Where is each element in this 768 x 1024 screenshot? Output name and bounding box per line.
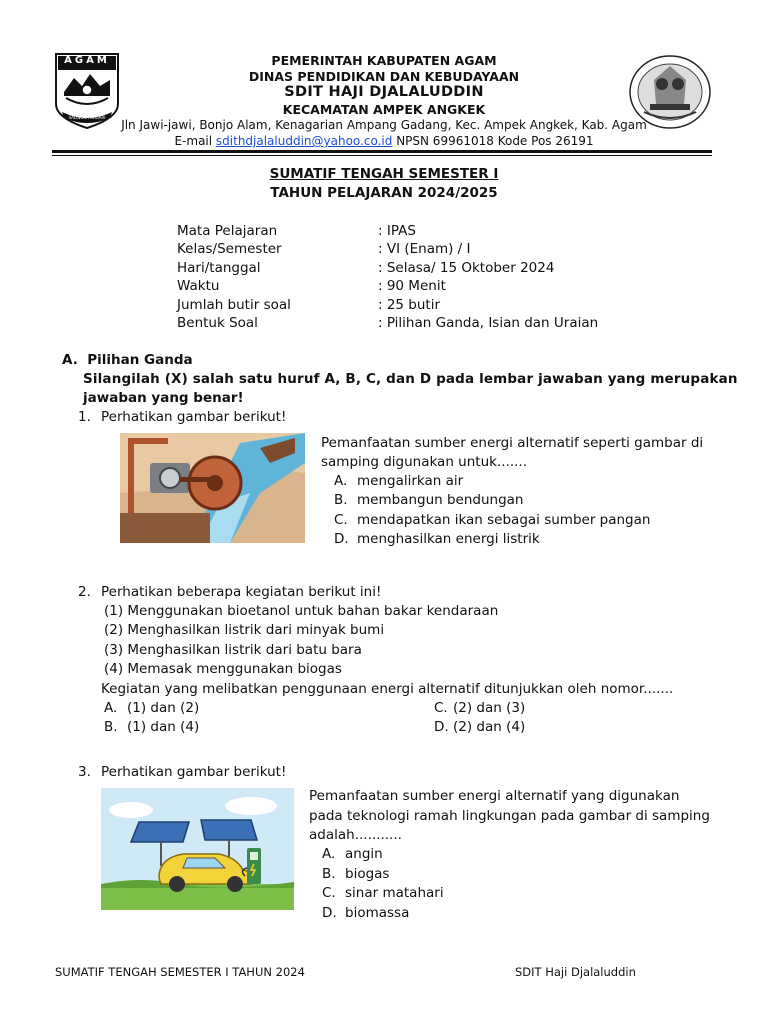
- hydropower-illustration: [120, 433, 305, 543]
- question-prompt: Perhatikan gambar berikut!: [101, 409, 287, 425]
- option-letter[interactable]: D.: [434, 719, 449, 735]
- header-line-1: PEMERINTAH KABUPATEN AGAM: [271, 53, 497, 68]
- option-text[interactable]: mendapatkan ikan sebagai sumber pangan: [357, 512, 651, 528]
- question-number: 3.: [78, 764, 91, 780]
- option-letter[interactable]: D.: [322, 905, 337, 921]
- question-number: 1.: [78, 409, 91, 425]
- meta-label: Bentuk Soal: [177, 315, 258, 331]
- meta-label: Hari/tanggal: [177, 260, 261, 276]
- npsn-text: NPSN 69961018 Kode Pos 26191: [392, 134, 594, 148]
- meta-value: : VI (Enam) / I: [378, 241, 471, 257]
- option-text[interactable]: menghasilkan energi listrik: [357, 531, 540, 547]
- question-number: 2.: [78, 584, 91, 600]
- agam-logo-text: AGAM: [64, 55, 110, 66]
- option-text[interactable]: (1) dan (2): [127, 700, 200, 716]
- option-text[interactable]: membangun bendungan: [357, 492, 524, 508]
- footer-left: SUMATIF TENGAH SEMESTER I TAHUN 2024: [55, 965, 305, 979]
- question-text: Pemanfaatan sumber energi alternatif yang digunakan: [309, 788, 680, 804]
- meta-value: : 25 butir: [378, 297, 441, 313]
- option-text[interactable]: biomassa: [345, 905, 410, 921]
- option-letter[interactable]: C.: [322, 885, 336, 901]
- question-prompt: Perhatikan beberapa kegiatan berikut ini!: [101, 584, 382, 600]
- question-text: Kegiatan yang melibatkan penggunaan energi alternatif ditunjukkan oleh nomor.......: [101, 681, 674, 697]
- header-line-2: DINAS PENDIDIKAN DAN KEBUDAYAAN: [248, 69, 520, 84]
- solar-car-illustration: [101, 788, 294, 910]
- list-item: (4) Memasak menggunakan biogas: [104, 661, 342, 677]
- question-text: adalah...........: [309, 827, 402, 843]
- header-school-name: SDIT HAJI DJALALUDDIN: [284, 84, 484, 100]
- option-text[interactable]: (2) dan (3): [453, 700, 526, 716]
- email-prefix: E-mail: [174, 134, 216, 148]
- list-item: (2) Menghasilkan listrik dari minyak bumi: [104, 622, 385, 638]
- option-letter[interactable]: B.: [104, 719, 118, 735]
- option-letter[interactable]: A.: [322, 846, 336, 862]
- option-letter[interactable]: C.: [434, 700, 448, 716]
- option-letter[interactable]: B.: [334, 492, 348, 508]
- meta-label: Jumlah butir soal: [177, 297, 291, 313]
- exam-year: TAHUN PELAJARAN 2024/2025: [270, 185, 498, 201]
- meta-value: : Selasa/ 15 Oktober 2024: [378, 260, 555, 276]
- meta-value: : 90 Menit: [378, 278, 446, 294]
- question-text: pada teknologi ramah lingkungan pada gambar di samping: [309, 808, 710, 824]
- email-link[interactable]: sdithdjalaluddin@yahoo.co.id: [215, 134, 393, 148]
- header-line-4: KECAMATAN AMPEK ANGKEK: [282, 102, 486, 117]
- question-text: samping digunakan untuk.......: [321, 454, 527, 470]
- option-letter[interactable]: D.: [334, 531, 349, 547]
- instruction-line-1: Silangilah (X) salah satu huruf A, B, C, dan D pada lembar jawaban yang merupakan: [83, 371, 738, 387]
- header-rule-thin: [52, 155, 712, 156]
- question-prompt: Perhatikan gambar berikut!: [101, 764, 287, 780]
- meta-label: Waktu: [177, 278, 220, 294]
- footer-right: SDIT Haji Djalaluddin: [515, 965, 636, 979]
- list-item: (3) Menghasilkan listrik dari batu bara: [104, 642, 362, 658]
- header-address: Jln Jawi-jawi, Bonjo Alam, Kenagarian Ampang Gadang, Kec. Ampek Angkek, Kab. Agam: [121, 118, 647, 132]
- list-item: (1) Menggunakan bioetanol untuk bahan bakar kendaraan: [104, 603, 499, 619]
- option-text[interactable]: angin: [345, 846, 383, 862]
- meta-label: Kelas/Semester: [177, 241, 282, 257]
- option-text[interactable]: (2) dan (4): [453, 719, 526, 735]
- option-letter[interactable]: C.: [334, 512, 348, 528]
- meta-value: : IPAS: [378, 223, 416, 239]
- option-text[interactable]: biogas: [345, 866, 390, 882]
- exam-title: SUMATIF TENGAH SEMESTER I: [269, 166, 499, 182]
- header-rule-thick: [52, 150, 712, 153]
- section-heading: A. Pilihan Ganda: [62, 352, 193, 368]
- option-text[interactable]: sinar matahari: [345, 885, 444, 901]
- meta-label: Mata Pelajaran: [177, 223, 278, 239]
- question-text: Pemanfaatan sumber energi alternatif seperti gambar di: [321, 435, 704, 451]
- option-letter[interactable]: B.: [322, 866, 336, 882]
- header-contact: [0, 134, 768, 148]
- agam-logo-banner: SALINGKA NAGARI: [68, 115, 106, 120]
- option-letter[interactable]: A.: [334, 473, 348, 489]
- instruction-line-2: jawaban yang benar!: [83, 390, 244, 406]
- option-text[interactable]: mengalirkan air: [357, 473, 464, 489]
- option-letter[interactable]: A.: [104, 700, 118, 716]
- meta-value: : Pilihan Ganda, Isian dan Uraian: [378, 315, 599, 331]
- option-text[interactable]: (1) dan (4): [127, 719, 200, 735]
